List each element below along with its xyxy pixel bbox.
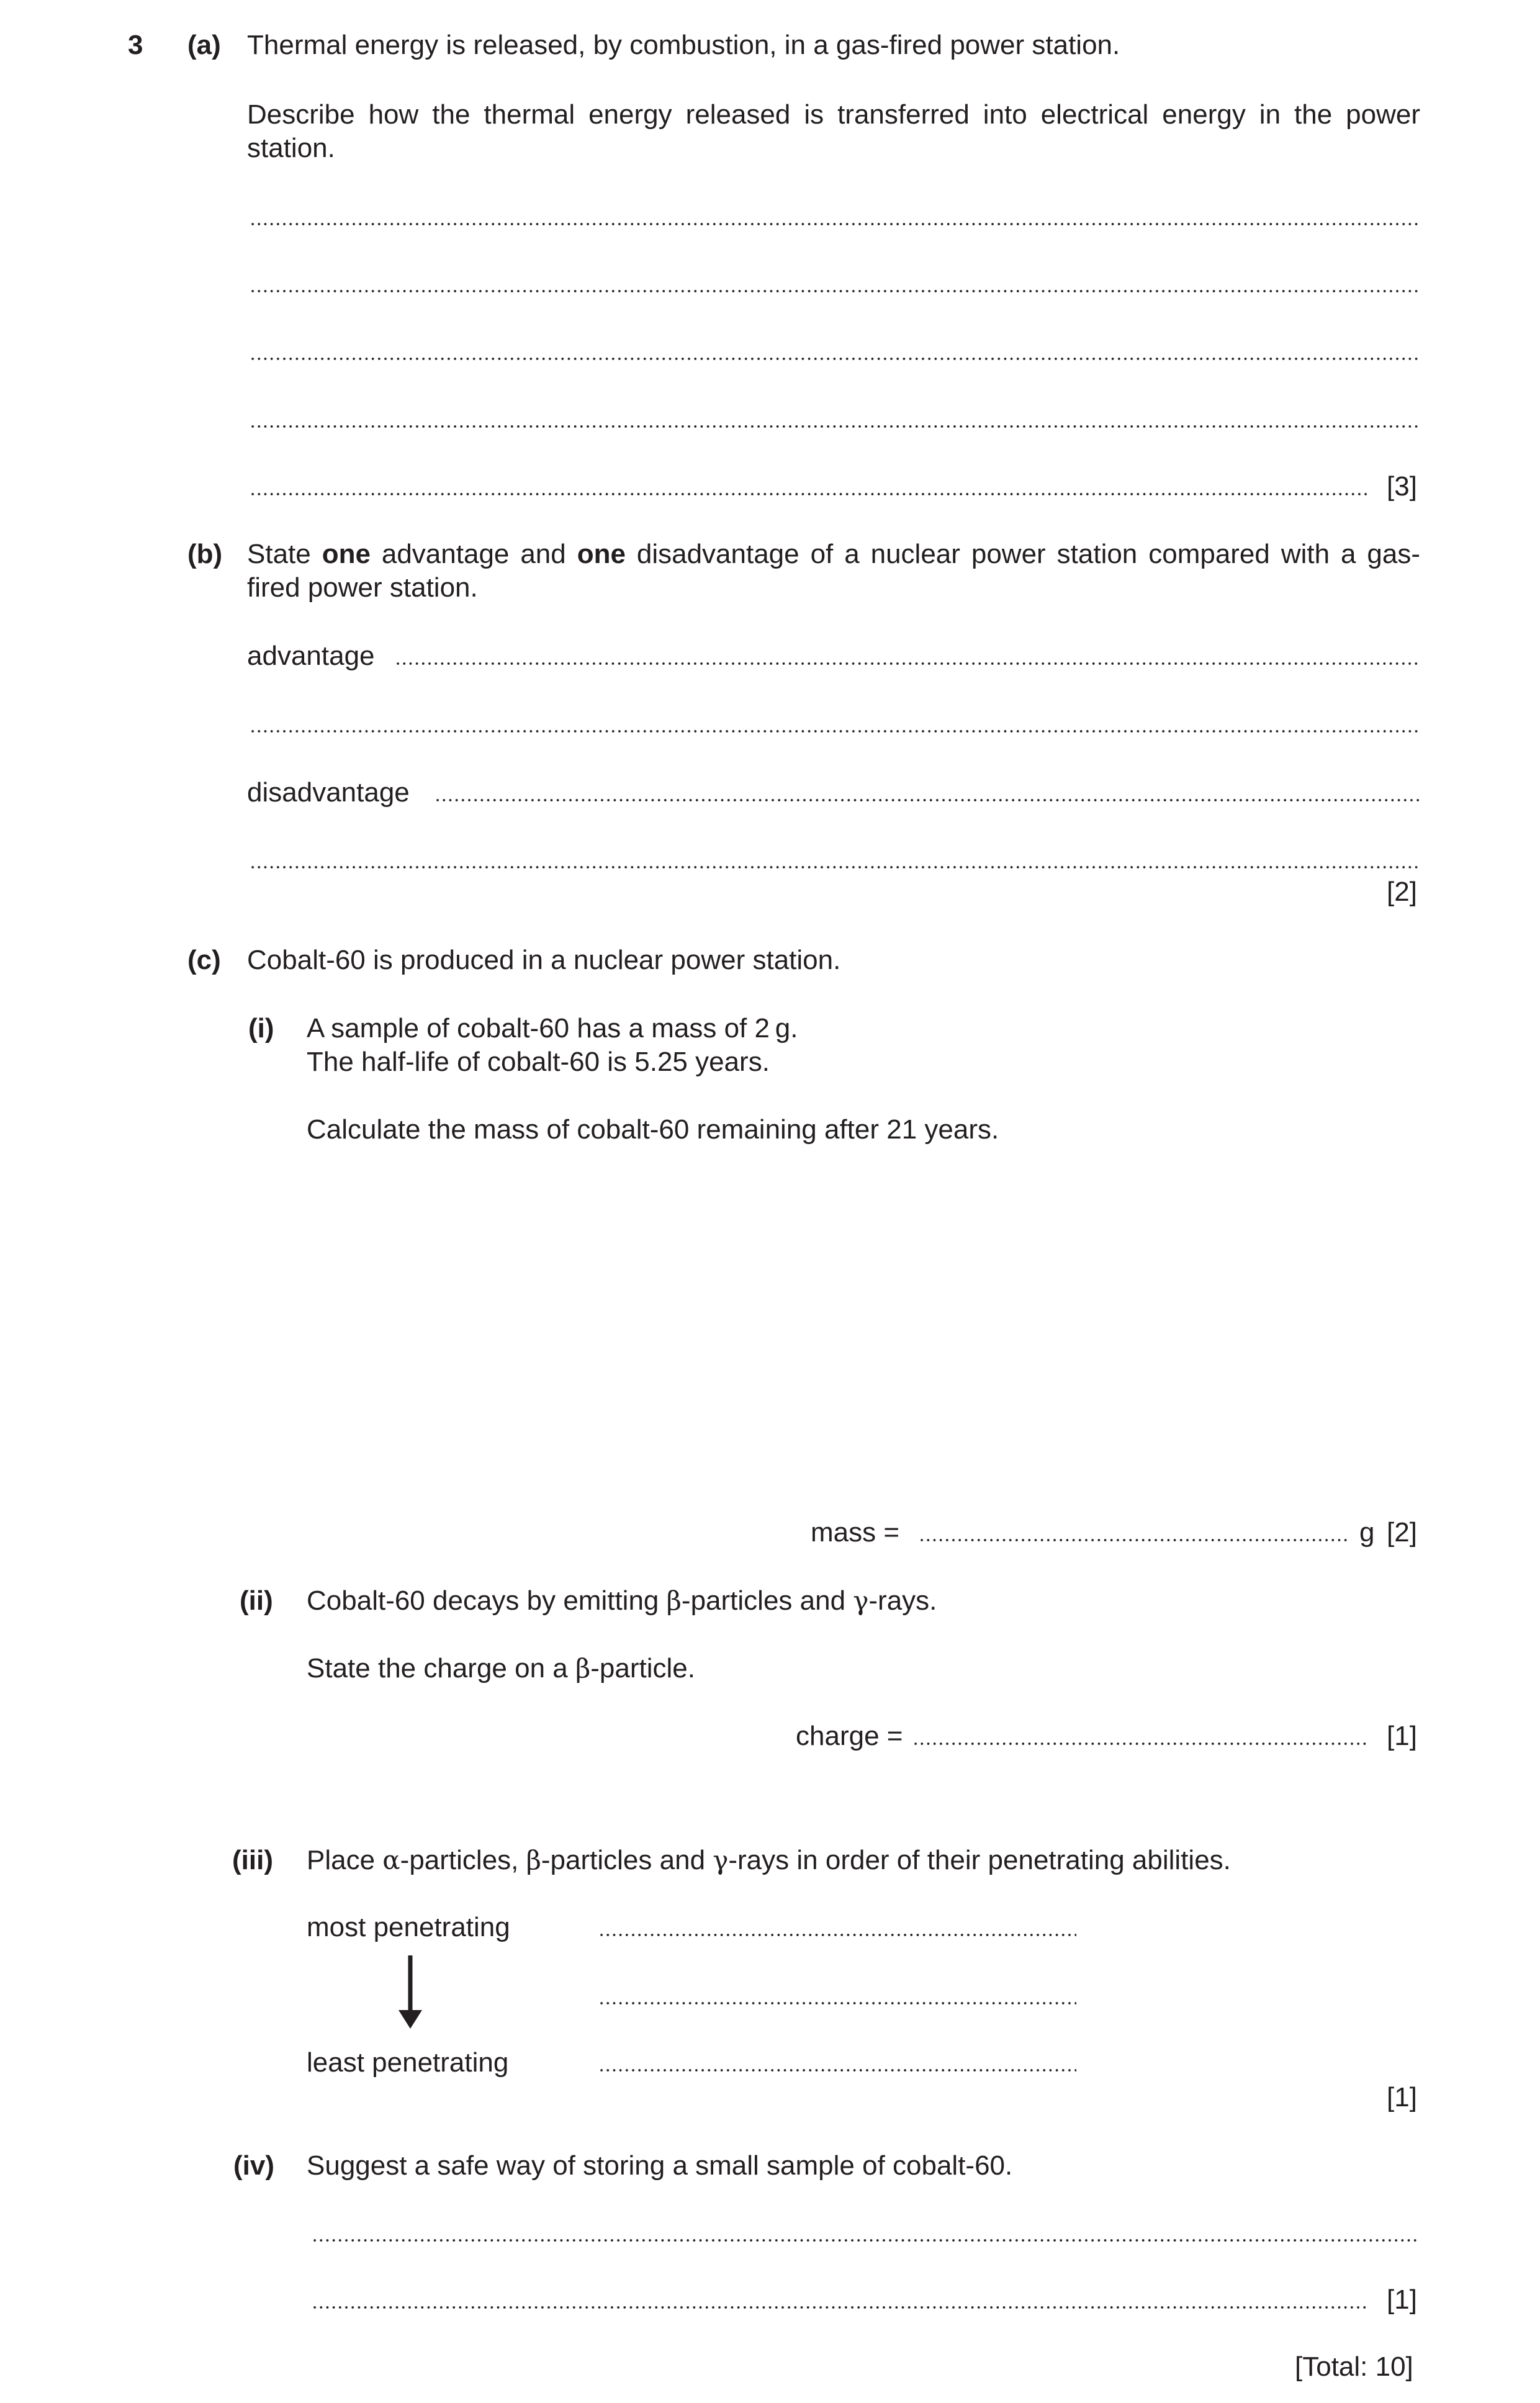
- total-marks: [Total: 10]: [1295, 2351, 1413, 2382]
- mass-answer-line[interactable]: [919, 1538, 1347, 1542]
- part-c-i-line1: A sample of cobalt-60 has a mass of 2 g.: [307, 1013, 798, 1044]
- alpha-symbol: α: [382, 1845, 400, 1875]
- part-c-i-line3: Calculate the mass of cobalt-60 remaining after 21 years.: [307, 1114, 999, 1145]
- answer-line-a2[interactable]: [250, 289, 1420, 293]
- beta-symbol: β: [526, 1845, 541, 1875]
- part-c-ii-line2: State the charge on a β-particle.: [307, 1653, 695, 1684]
- advantage-line2[interactable]: [250, 729, 1420, 733]
- answer-line-a1[interactable]: [250, 222, 1420, 226]
- part-c-iv-line1: Suggest a safe way of storing a small sample of cobalt-60.: [307, 2150, 1013, 2181]
- advantage-line1[interactable]: [395, 662, 1420, 665]
- answer-line-iv1[interactable]: [312, 2238, 1420, 2242]
- charge-answer-line[interactable]: [912, 1742, 1367, 1746]
- mass-answer-label: mass =: [811, 1517, 900, 1548]
- mass-unit: g: [1359, 1517, 1375, 1548]
- part-a-line1: Thermal energy is released, by combustion, in a gas-fired power station.: [247, 30, 1120, 60]
- answer-line-iv2[interactable]: [312, 2306, 1367, 2309]
- part-c-ii-label: (ii): [240, 1585, 273, 1616]
- answer-line-a4[interactable]: [250, 425, 1420, 428]
- disadvantage-line1[interactable]: [435, 798, 1420, 802]
- least-penetrating-label: least penetrating: [307, 2047, 509, 2078]
- part-a-instruction: Describe how the thermal energy released is transferred into electrical energy in the power station.: [247, 99, 1420, 163]
- gamma-symbol: γ: [713, 1845, 729, 1875]
- part-b-marks: [2]: [1387, 877, 1417, 907]
- question-number: 3: [128, 30, 143, 60]
- part-c-label: (c): [187, 945, 221, 975]
- part-c-iii-line1: Place α-particles, β-particles and γ-rays in order of their penetrating abilities.: [307, 1845, 1231, 1875]
- part-c-ii-marks: [1]: [1387, 1721, 1417, 1751]
- advantage-label: advantage: [247, 641, 375, 671]
- part-c-iii-label: (iii): [232, 1845, 273, 1875]
- down-arrow-icon: [395, 1955, 426, 2030]
- order-line-3[interactable]: [598, 2068, 1076, 2072]
- beta-symbol: β: [575, 1653, 591, 1684]
- part-c-iv-marks: [1]: [1387, 2284, 1417, 2315]
- part-c-i-label: (i): [248, 1013, 274, 1044]
- part-c-i-line2: The half-life of cobalt-60 is 5.25 years.: [307, 1047, 770, 1077]
- part-b-label: (b): [187, 539, 223, 569]
- part-c-ii-line1: Cobalt-60 decays by emitting β-particles and γ-rays.: [307, 1585, 937, 1616]
- part-a-label: (a): [187, 30, 221, 60]
- disadvantage-label: disadvantage: [247, 777, 410, 808]
- part-b-instruction: State one advantage and one disadvantage of a nuclear power station compared with a gas-fired power station.: [247, 539, 1421, 603]
- most-penetrating-label: most penetrating: [307, 1912, 510, 1942]
- part-c-iv-label: (iv): [233, 2150, 274, 2181]
- beta-symbol: β: [666, 1585, 682, 1616]
- order-line-2[interactable]: [598, 2001, 1076, 2005]
- part-c-i-marks: [2]: [1387, 1517, 1417, 1548]
- gamma-symbol: γ: [853, 1585, 869, 1616]
- answer-line-a3[interactable]: [250, 357, 1420, 361]
- part-a-marks: [3]: [1387, 471, 1417, 502]
- charge-answer-label: charge =: [796, 1721, 903, 1751]
- part-c-intro: Cobalt-60 is produced in a nuclear power station.: [247, 945, 841, 975]
- disadvantage-line2[interactable]: [250, 865, 1420, 869]
- order-line-1[interactable]: [598, 1933, 1076, 1937]
- part-c-iii-marks: [1]: [1387, 2082, 1417, 2112]
- answer-line-a5[interactable]: [250, 492, 1367, 496]
